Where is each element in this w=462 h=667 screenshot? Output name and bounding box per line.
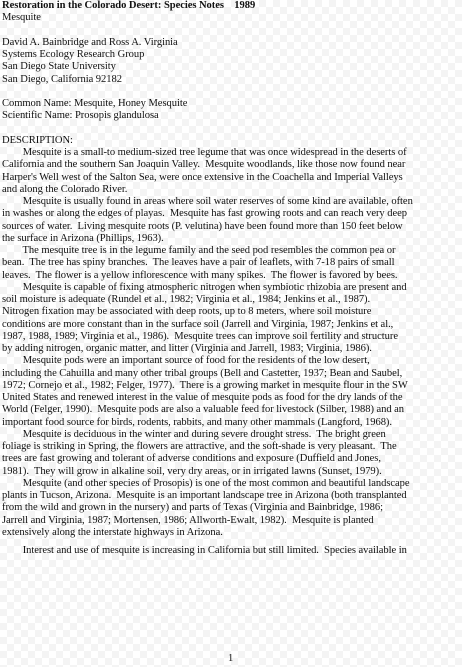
body-line: World (Felger, 1990). Mesquite pods are also a valuable feed for livestock (Silber, 1988) and an (2, 404, 405, 416)
body-line: leaves. The flower is a yellow inflorescence with many spikes. The flower is favored by bees. (2, 269, 398, 281)
scientific-name: Scientific Name: Prosopis glandulosa (2, 110, 159, 122)
body-line: soil moisture is adequate (Rundel et al., 1982; Virginia et al., 1984; Jenkins et al., 1987). (2, 294, 371, 305)
body-line: Mesquite is capable of fixing atmospheric nitrogen when symbiotic rhizobia are present and (2, 281, 407, 293)
body-line-last: Interest and use of mesquite is increasing in California but still limited. Species available in (2, 545, 407, 556)
body-line: important food source for birds, rodents, rabbits, and many other mammals (Langford, 1968). (2, 416, 392, 428)
body-line: 1987, 1988, 1989; Virginia et al., 1986). Mesquite trees can improve soil fertility and structure (2, 330, 398, 342)
body-line: plants in Tucson, Arizona. Mesquite is an important landscape tree in Arizona (both transplanted (2, 490, 407, 501)
author-group: Systems Ecology Research Group (2, 49, 145, 60)
body-line: California and the southern San Joaquin Valley. Mesquite woodlands, like those now found near (2, 159, 406, 171)
author-names: David A. Bainbridge and Ross A. Virginia (2, 36, 178, 48)
spacer (2, 25, 458, 37)
body-line: Mesquite (and other species of Prosopis) is one of the most common and beautiful landscape (2, 477, 410, 489)
body-line: Mesquite is a small-to medium-sized tree legume that was once widespread in the deserts of (2, 147, 407, 158)
body-line: including the Cahuilla and many other tribal groups (Bell and Castetter, 1937; Bean and Saubel, (2, 367, 403, 379)
body-line: The mesquite tree is in the legume family and the seed pod resembles the common pea or (2, 245, 396, 256)
body-line: bean. The tree has spiny branches. The leaves have a pair of leaflets, with 7-18 pairs of small (2, 257, 395, 269)
body-line: sources of water. Living mesquite roots (P. velutina) have been found more than 150 feet below (2, 220, 403, 232)
body-line: foliage is striking in Spring, the flowers are attractive, and the soft-shade is very pleasant. The (2, 441, 397, 452)
body-line: extensively along the interstate highways in Arizona. (2, 526, 223, 538)
spacer (2, 123, 458, 135)
common-name: Common Name: Mesquite, Honey Mesquite (2, 98, 188, 109)
body-line: trees are fast growing and tolerant of adverse conditions and exposure (Duffield and Jones, (2, 453, 381, 465)
body-line: Mesquite is usually found in areas where soil water reserves of some kind are available, often (2, 196, 413, 207)
body-line: Harper's Well west of the Salton Sea, were once extensive in the Coachella and Imperial Valleys (2, 171, 403, 183)
description-body (2, 147, 458, 539)
species-name: Mesquite (2, 12, 41, 24)
body-line: 1981). They will grow in alkaline soil, very dry areas, or in irrigated lawns (Sunset, 1979). (2, 465, 382, 477)
body-line: 1972; Cornejo et al., 1982; Felger, 1977). There is a growing market in mesquite flour in the SW (2, 379, 408, 391)
description-heading: DESCRIPTION: (2, 134, 73, 146)
body-line: from the wild and grown in the nursery) and parts of Texas (Virginia and Bainbridge, 1986; (2, 502, 383, 514)
body-line: by adding nitrogen, organic matter, and litter (Virginia and Jarrell, 1983; Virginia, 1986). (2, 343, 372, 354)
body-line: Mesquite pods were an important source of food for the residents of the low desert, (2, 355, 370, 367)
body-line: Mesquite is deciduous in the winter and during severe drought stress. The bright green (2, 428, 386, 440)
body-line: the surface in Arizona (Phillips, 1963). (2, 232, 164, 244)
body-line: conditions are more constant than in the surface soil (Jarrell and Virginia, 1987; Jenkins et al., (2, 318, 394, 330)
body-line: Jarrell and Virginia, 1987; Mortensen, 1986; Allworth-Ewalt, 1982). Mesquite is planted (2, 514, 374, 526)
body-line: and along the Colorado River. (2, 183, 128, 195)
document-title: Restoration in the Colorado Desert: Species Notes 1989 (2, 0, 256, 11)
body-line: in washes or along the edges of playas. Mesquite has fast growing roots and can reach very deep (2, 208, 407, 220)
body-line: United States and renewed interest in the value of mesquite pods as food for the dry lands of the (2, 392, 403, 403)
spacer (2, 86, 458, 98)
page-number: 1 (228, 653, 234, 664)
author-university: San Diego State University (2, 61, 116, 73)
body-line: Nitrogen fixation may be associated with deep roots, up to 8 meters, where soil moisture (2, 306, 372, 318)
author-city: San Diego, California 92182 (2, 73, 122, 85)
